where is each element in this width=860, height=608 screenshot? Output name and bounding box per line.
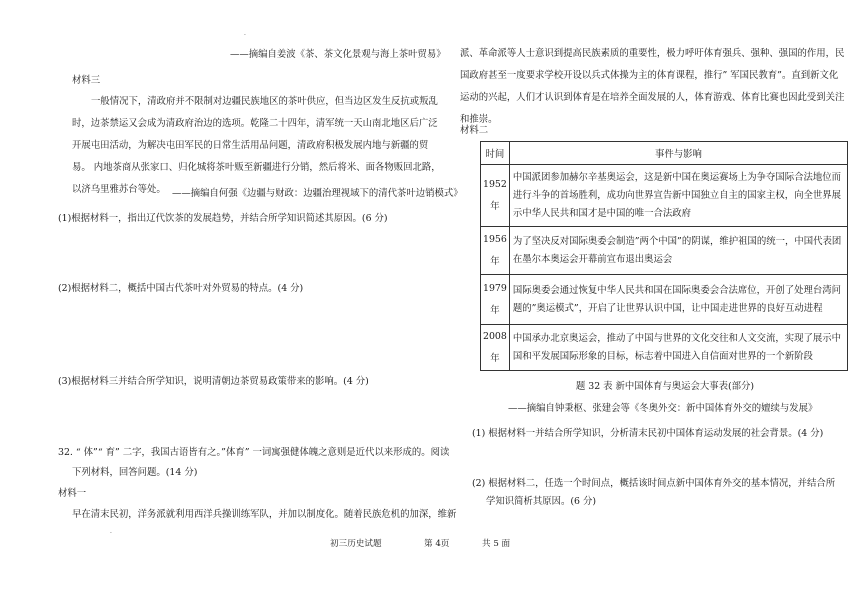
question-32-intro-line2: 下列材料，回答问题。(14 分) — [72, 467, 198, 478]
footer-title: 初三历史试题 — [330, 539, 382, 549]
question-3: (3)根据材料三并结合所学知识，说明清朝边茶贸易政策带来的影响。(4 分) — [58, 376, 369, 387]
events-table — [480, 141, 848, 371]
material1-continued-paragraph: 派、革命派等人士意识到提高民族素质的重要性，极力呼吁体育强兵、强种、强国的作用，民国政府甚至一度要求学校开设以兵式体操为主的体育课程，推行” 军国民教育”。直到新文化运动的兴起，人们才认识到体育是在培养全面发展的人，体育游戏、体育比赛也因此受到关注和推崇。 — [460, 48, 845, 125]
table-row — [481, 227, 848, 275]
table-cell-event: 中国派团参加赫尔辛基奥运会，这是新中国在奥运赛场上为争夺国际合法地位而进行斗争的首场胜利，成功向世界宣告新中国独立自主的国家主权，向全世界展示中华人民共和国才是中国的唯一合法政府 — [509, 165, 847, 227]
year-suffix: 年 — [490, 352, 500, 364]
bottom-dot: · — [110, 530, 112, 537]
table-cell-year — [481, 325, 510, 371]
material2-title: 材料二 — [460, 125, 489, 136]
material3-title: 材料三 — [72, 75, 101, 86]
year-number: 1956 — [483, 233, 507, 245]
year-suffix: 年 — [490, 304, 500, 316]
year-number: 1952 — [483, 178, 507, 190]
material1-title: 材料一 — [58, 488, 87, 499]
right-question-2-line1: (2) 根据材料二，任选一个时间点，概括该时间点新中国体育外交的基本情况，并结合所 — [472, 478, 836, 489]
question-1: (1)根据材料一，指出辽代饮茶的发展趋势，并结合所学知识简述其原因。(6 分) — [58, 213, 388, 224]
table-cell-event: 中国承办北京奥运会，推动了中国与世界的文化交往和人文交流，实现了展示中国和平发展国际形象的目标，标志着中国进入自信面对世界的一个新阶段 — [509, 325, 847, 371]
source-citation-material2: ——摘编自姜波《茶、茶文化景观与海上茶叶贸易》 — [230, 49, 446, 60]
table-cell-year — [481, 165, 510, 227]
table-header-row — [481, 142, 848, 165]
table-cell-year — [481, 275, 510, 325]
footer-page: 第 4页 — [424, 539, 450, 549]
table-caption: 题 32 表 新中国体育与奥运会大事表(部分) — [575, 381, 755, 392]
table-cell-event: 为了坚决反对国际奥委会制造”两个中国”的阴谋，维护祖国的统一，中国代表团在墨尔本奥运会开幕前宣布退出奥运会 — [509, 227, 847, 275]
year-suffix: 年 — [490, 255, 500, 267]
year-number: 1979 — [483, 282, 507, 294]
material3-paragraph: 一般情况下，清政府并不限制对边疆民族地区的茶叶供应，但当边区发生反抗或叛乱时，边茶禁运又会成为清政府治边的选项。乾隆二十四年，清军统一天山南北地区后广泛开展屯田活动，为解决屯田军民的日常生活用品问题，清政府积极发展内地与新疆的贸易。 内地茶商从张家口、归化城将茶叶贩至新疆进行分销，然后将米、面各物贩回北路，以济乌里雅苏台等处。 — [72, 96, 441, 195]
question-2: (2)根据材料二，概括中国古代茶叶对外贸易的特点。(4 分) — [58, 283, 304, 294]
right-question-1: (1) 根据材料一并结合所学知识，分析清末民初中国体育运动发展的社会背景。(4 分) — [472, 428, 824, 439]
table-row — [481, 325, 848, 371]
table-header-event: 事件与影响 — [509, 142, 847, 165]
source-citation-right: ——摘编自钟秉枢、张建会等《冬奥外交：新中国体育外交的嬗续与发展》 — [508, 403, 818, 414]
table-row — [481, 275, 848, 325]
material1-line1: 早在清末民初，洋务派就利用西洋兵操训练军队，并加以制度化。随着民族危机的加深，维新 — [72, 509, 457, 520]
year-number: 2008 — [483, 330, 507, 342]
question-32-intro-line1: 32. “ 体”“ 育” 二字，我国古语皆有之。”体育” 一词寓强健体魄之意则是近代以来形成的。阅读 — [58, 447, 450, 458]
table-header-time: 时间 — [481, 142, 510, 165]
table-cell-event: 国际奥委会通过恢复中华人民共和国在国际奥委会合法席位，开创了处理台湾问题的”奥运模式”，开启了让世界认识中国，让中国走进世界的良好互动进程 — [509, 275, 847, 325]
table-cell-year — [481, 227, 510, 275]
table-row — [481, 165, 848, 227]
source-citation-material3: ——摘编自何强《边疆与财政：边疆治理视域下的清代茶叶边销模式》 — [172, 188, 463, 199]
footer-total: 共 5 面 — [482, 539, 511, 549]
right-question-2-line2: 学知识简析其原因。(6 分) — [486, 496, 597, 507]
top-dot: · — [244, 32, 246, 39]
year-suffix: 年 — [490, 200, 500, 212]
